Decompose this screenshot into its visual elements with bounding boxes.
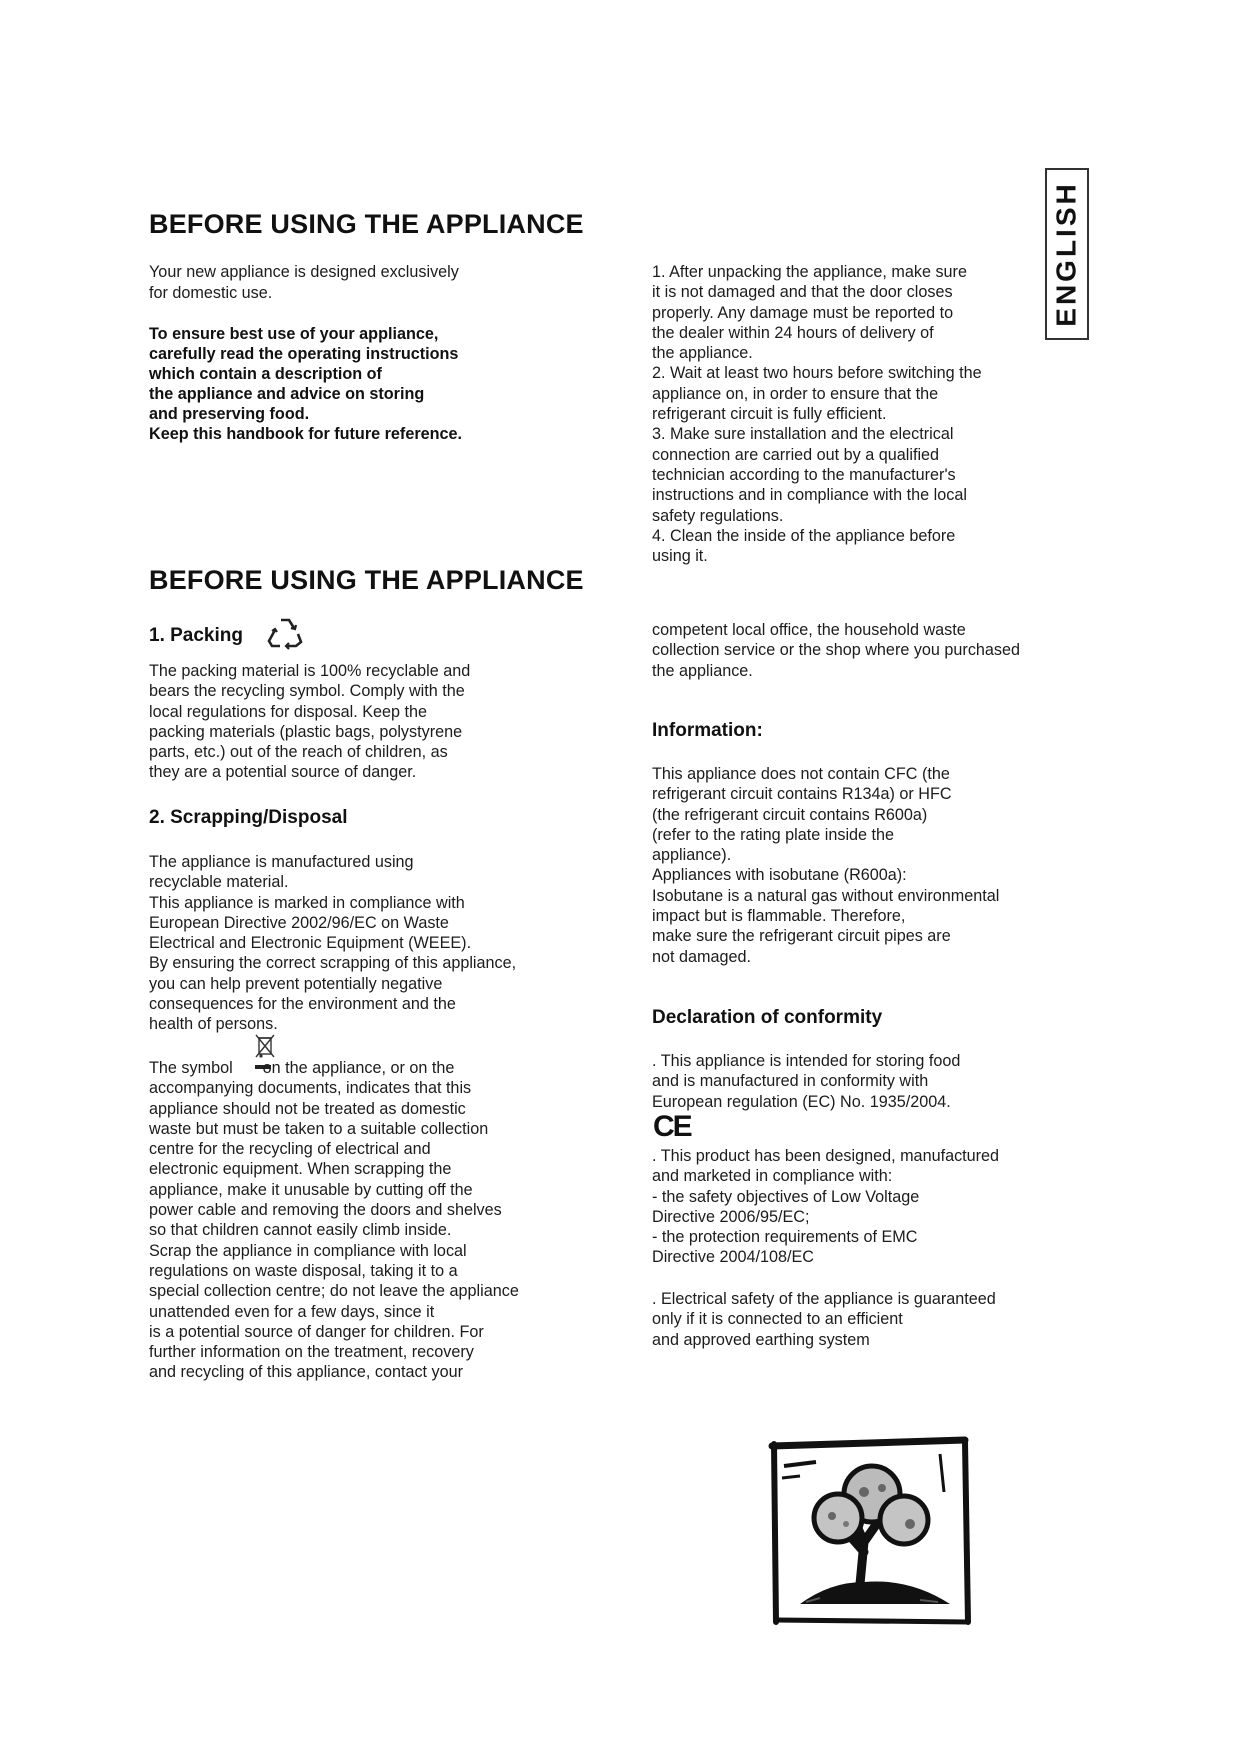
information-line: refrigerant circuit contains R134a) or HFC — [652, 785, 952, 804]
steps-line: 1. After unpacking the appliance, make sure — [652, 263, 967, 281]
disposal-line: so that children cannot easily climb inside. — [149, 1221, 452, 1240]
bold-line: and preserving food. — [149, 405, 310, 423]
declaration-text-1 — [652, 1051, 960, 1112]
steps-line: properly. Any damage must be reported to — [652, 303, 954, 322]
information-line: not damaged. — [652, 947, 751, 966]
packing-line: local regulations for disposal. Keep the — [149, 702, 428, 721]
disposal-line: Scrap the appliance in compliance with local — [149, 1241, 467, 1260]
declaration-line: - the protection requirements of EMC — [652, 1228, 918, 1247]
information-line: Isobutane is a natural gas without environmental — [652, 886, 1000, 905]
declaration-line: and approved earthing system — [652, 1330, 870, 1349]
disposal-line: accompanying documents, indicates that this — [149, 1079, 472, 1098]
bold-line: the appliance and advice on storing — [149, 385, 425, 403]
disposal-line: special collection centre; do not leave the appliance — [149, 1282, 519, 1301]
disposal-line: is a potential source of danger for children. For — [149, 1322, 484, 1341]
bold-line: carefully read the operating instructions — [149, 345, 459, 363]
disposal-line: further information on the treatment, recovery — [149, 1343, 474, 1362]
information-line: (the refrigerant circuit contains R600a) — [652, 805, 928, 824]
packing-text — [149, 661, 470, 783]
steps-line: safety regulations. — [652, 506, 784, 525]
information-heading: Information: — [652, 720, 763, 741]
information-text — [652, 764, 999, 967]
declaration-heading: Declaration of conformity — [652, 1007, 883, 1028]
declaration-line: and is manufactured in conformity with — [652, 1072, 929, 1091]
steps-line: connection are carried out by a qualified — [652, 445, 940, 464]
information-line: Appliances with isobutane (R600a): — [652, 866, 907, 885]
declaration-line: and marketed in compliance with: — [652, 1167, 893, 1186]
disposal-symbol-text — [149, 1058, 519, 1383]
packing-line: The packing material is 100% recyclable and — [149, 662, 471, 680]
information-line: make sure the refrigerant circuit pipes are — [652, 927, 951, 946]
disposal-line: European Directive 2002/96/EC on Waste — [149, 913, 449, 932]
declaration-line: - the safety objectives of Low Voltage — [652, 1187, 920, 1206]
disposal-heading: 2. Scrapping/Disposal — [149, 807, 348, 828]
disposal-line: recyclable material. — [149, 873, 289, 892]
steps-line: appliance on, in order to ensure that the — [652, 384, 939, 403]
continuation-line: competent local office, the household waste — [652, 621, 966, 639]
declaration-line: Directive 2004/108/EC — [652, 1248, 814, 1267]
steps-line: 4. Clean the inside of the appliance before — [652, 526, 956, 545]
declaration-line: Directive 2006/95/EC; — [652, 1207, 810, 1226]
steps-line: technician according to the manufacturer's — [652, 465, 956, 484]
declaration-line: European regulation (EC) No. 1935/2004. — [652, 1092, 951, 1111]
disposal-line: waste but must be taken to a suitable collection — [149, 1119, 489, 1138]
disposal-continuation-text — [652, 620, 1020, 681]
packing-line: bears the recycling symbol. Comply with the — [149, 682, 465, 701]
steps-line: 2. Wait at least two hours before switching the — [652, 364, 982, 383]
continuation-line: the appliance. — [652, 661, 753, 680]
disposal-line: unattended even for a few days, since it — [149, 1302, 435, 1321]
declaration-text-3 — [652, 1289, 996, 1350]
disposal-line: power cable and removing the doors and shelves — [149, 1201, 502, 1220]
recycle-icon — [267, 616, 303, 655]
disposal-line: appliance, make it unusable by cutting off the — [149, 1180, 473, 1199]
steps-line: 3. Make sure installation and the electrical — [652, 425, 954, 444]
information-line: appliance). — [652, 846, 732, 865]
disposal-text — [149, 852, 516, 1035]
language-tab — [1045, 168, 1089, 340]
continuation-line: collection service or the shop where you purchased — [652, 641, 1021, 660]
information-line: This appliance does not contain CFC (the — [652, 765, 950, 783]
symbol-suffix: on the appliance, or on the — [262, 1059, 455, 1077]
tree-logo-icon — [760, 1432, 980, 1637]
steps-line: using it. — [652, 547, 708, 566]
disposal-line: Electrical and Electronic Equipment (WEEE). — [149, 934, 472, 953]
information-line: impact but is flammable. Therefore, — [652, 907, 906, 926]
disposal-line: By ensuring the correct scrapping of this appliance, — [149, 954, 517, 973]
disposal-line: health of persons. — [149, 1015, 278, 1034]
bold-line: Keep this handbook for future reference. — [149, 425, 463, 443]
disposal-line: consequences for the environment and the — [149, 995, 456, 1014]
packing-heading: 1. Packing — [149, 624, 243, 646]
disposal-line: centre for the recycling of electrical and — [149, 1140, 431, 1159]
intro-text — [149, 262, 459, 304]
symbol-prefix: The symbol — [149, 1059, 233, 1077]
declaration-line: . This appliance is intended for storing food — [652, 1052, 961, 1070]
symbol-line — [149, 1058, 519, 1078]
steps-line: it is not damaged and that the door closes — [652, 283, 953, 302]
top-section-title: BEFORE USING THE APPLIANCE — [149, 209, 584, 239]
packing-heading-row — [149, 616, 303, 655]
setup-steps-text — [652, 262, 982, 566]
instructions-bold-text — [149, 324, 462, 444]
steps-line: refrigerant circuit is fully efficient. — [652, 405, 887, 424]
steps-line: instructions and in compliance with the local — [652, 486, 967, 505]
packing-line: packing materials (plastic bags, polystyrene — [149, 722, 463, 741]
bold-line: which contain a description of — [149, 365, 382, 383]
second-section-title: BEFORE USING THE APPLIANCE — [149, 565, 584, 595]
declaration-text-2 — [652, 1146, 999, 1268]
declaration-line: . Electrical safety of the appliance is guaranteed — [652, 1290, 996, 1308]
steps-line: the dealer within 24 hours of delivery of — [652, 323, 934, 342]
disposal-line: appliance should not be treated as domestic — [149, 1099, 466, 1118]
disposal-line: electronic equipment. When scrapping the — [149, 1160, 452, 1179]
declaration-line: . This product has been designed, manufactured — [652, 1147, 1000, 1165]
declaration-line: only if it is connected to an efficient — [652, 1310, 903, 1329]
disposal-line: and recycling of this appliance, contact your — [149, 1363, 464, 1382]
disposal-line: regulations on waste disposal, taking it to a — [149, 1261, 458, 1280]
packing-line: parts, etc.) out of the reach of children, as — [149, 743, 448, 762]
packing-line: they are a potential source of danger. — [149, 763, 417, 782]
information-line: (refer to the rating plate inside the — [652, 825, 895, 844]
language-tab-label: ENGLISH — [1051, 181, 1082, 327]
steps-line: the appliance. — [652, 344, 753, 363]
ce-mark: CE — [653, 1110, 691, 1143]
intro-line: for domestic use. — [149, 284, 273, 302]
intro-line: Your new appliance is designed exclusively — [149, 263, 459, 281]
bold-line: To ensure best use of your appliance, — [149, 325, 439, 343]
disposal-line: This appliance is marked in compliance with — [149, 893, 465, 912]
disposal-line: The appliance is manufactured using — [149, 853, 414, 871]
disposal-line: you can help prevent potentially negative — [149, 974, 443, 993]
